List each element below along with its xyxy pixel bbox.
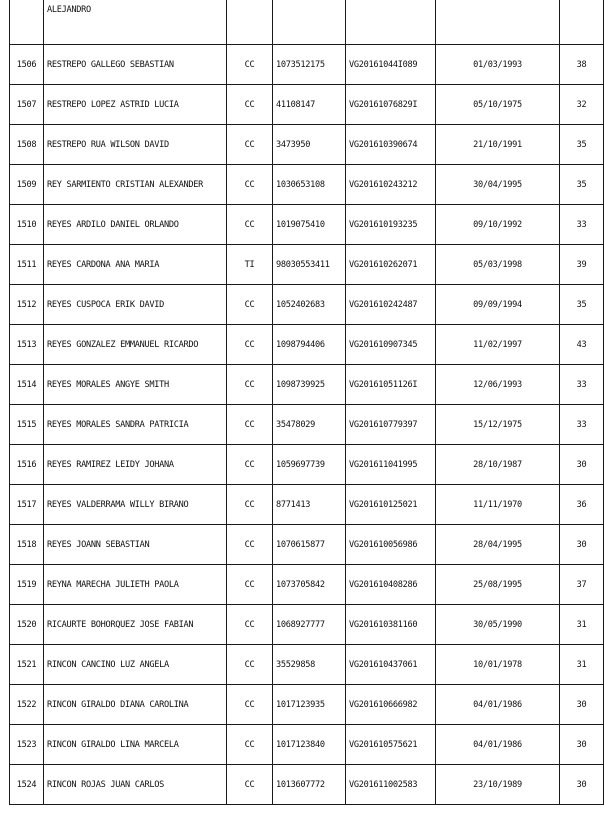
- row-number-cell: 1512: [10, 285, 44, 325]
- id-number-cell: 1019075410: [273, 205, 346, 245]
- row-number-cell: 1520: [10, 605, 44, 645]
- id-number-cell: 1068927777: [273, 605, 346, 645]
- date-cell: 04/01/1986: [436, 725, 560, 765]
- date-cell: 28/10/1987: [436, 445, 560, 485]
- row-number-cell: 1519: [10, 565, 44, 605]
- registration-code-cell: VG20161076829I: [346, 85, 436, 125]
- date-cell: 11/11/1970: [436, 485, 560, 525]
- table-row: [10, 725, 604, 765]
- id-number-cell: 1017123935: [273, 685, 346, 725]
- registration-code-cell: VG20161044I089: [346, 45, 436, 85]
- id-number-cell: 1098739925: [273, 365, 346, 405]
- date-cell: 25/08/1995: [436, 565, 560, 605]
- id-number-cell: 1052402683: [273, 285, 346, 325]
- document-type-cell: CC: [227, 645, 273, 685]
- registration-code-cell: VG201610381160: [346, 605, 436, 645]
- registration-code-cell: VG201610779397: [346, 405, 436, 445]
- full-name-cell: REYES JOANN SEBASTIAN: [44, 525, 227, 565]
- document-type-cell: CC: [227, 605, 273, 645]
- document-type-cell: CC: [227, 85, 273, 125]
- id-number-cell: 1059697739: [273, 445, 346, 485]
- document-type-cell: CC: [227, 45, 273, 85]
- full-name-cell: REYES ARDILO DANIEL ORLANDO: [44, 205, 227, 245]
- full-name-cell: REYES CARDONA ANA MARIA: [44, 245, 227, 285]
- document-type-cell: CC: [227, 365, 273, 405]
- age-cell: 30: [560, 685, 604, 725]
- full-name-cell: REYNA MARECHA JULIETH PAOLA: [44, 565, 227, 605]
- table-row: [10, 205, 604, 245]
- table-row: [10, 45, 604, 85]
- document-type-cell: [227, 0, 273, 45]
- registration-code-cell: VG201610437061: [346, 645, 436, 685]
- row-number-cell: 1511: [10, 245, 44, 285]
- document-type-cell: CC: [227, 205, 273, 245]
- table-row: [10, 85, 604, 125]
- date-cell: 30/04/1995: [436, 165, 560, 205]
- table-row: [10, 125, 604, 165]
- date-cell: 01/03/1993: [436, 45, 560, 85]
- document-type-cell: CC: [227, 445, 273, 485]
- registration-code-cell: VG201610262071: [346, 245, 436, 285]
- row-number-cell: 1510: [10, 205, 44, 245]
- full-name-cell: ALEJANDRO: [44, 0, 227, 45]
- document-type-cell: CC: [227, 565, 273, 605]
- document-type-cell: CC: [227, 285, 273, 325]
- age-cell: 38: [560, 45, 604, 85]
- date-cell: 04/01/1986: [436, 685, 560, 725]
- registration-code-cell: VG201610390674: [346, 125, 436, 165]
- document-type-cell: CC: [227, 325, 273, 365]
- age-cell: 31: [560, 605, 604, 645]
- roster-table: [9, 0, 604, 805]
- row-number-cell: [10, 0, 44, 45]
- table-row: [10, 445, 604, 485]
- date-cell: 15/12/1975: [436, 405, 560, 445]
- age-cell: 32: [560, 85, 604, 125]
- full-name-cell: REYES CUSPOCA ERIK DAVID: [44, 285, 227, 325]
- table-row: [10, 605, 604, 645]
- id-number-cell: [273, 0, 346, 45]
- full-name-cell: RESTREPO GALLEGO SEBASTIAN: [44, 45, 227, 85]
- registration-code-cell: VG201611002583: [346, 765, 436, 805]
- age-cell: 30: [560, 765, 604, 805]
- full-name-cell: RINCON ROJAS JUAN CARLOS: [44, 765, 227, 805]
- document-type-cell: CC: [227, 485, 273, 525]
- row-number-cell: 1522: [10, 685, 44, 725]
- row-number-cell: 1518: [10, 525, 44, 565]
- date-cell: 28/04/1995: [436, 525, 560, 565]
- row-number-cell: 1513: [10, 325, 44, 365]
- age-cell: 33: [560, 205, 604, 245]
- date-cell: 23/10/1989: [436, 765, 560, 805]
- full-name-cell: REYES MORALES SANDRA PATRICIA: [44, 405, 227, 445]
- document-type-cell: CC: [227, 685, 273, 725]
- registration-code-cell: VG201611041995: [346, 445, 436, 485]
- row-number-cell: 1509: [10, 165, 44, 205]
- id-number-cell: 35529858: [273, 645, 346, 685]
- age-cell: 30: [560, 445, 604, 485]
- table-row: [10, 645, 604, 685]
- registration-code-cell: VG201610666982: [346, 685, 436, 725]
- document-type-cell: CC: [227, 725, 273, 765]
- id-number-cell: 1030653108: [273, 165, 346, 205]
- registration-code-cell: VG201610243212: [346, 165, 436, 205]
- registration-code-cell: VG201610408286: [346, 565, 436, 605]
- row-number-cell: 1506: [10, 45, 44, 85]
- registration-code-cell: VG201610575621: [346, 725, 436, 765]
- date-cell: 30/05/1990: [436, 605, 560, 645]
- id-number-cell: 1073512175: [273, 45, 346, 85]
- full-name-cell: REY SARMIENTO CRISTIAN ALEXANDER: [44, 165, 227, 205]
- age-cell: 33: [560, 405, 604, 445]
- document-type-cell: CC: [227, 125, 273, 165]
- date-cell: 11/02/1997: [436, 325, 560, 365]
- id-number-cell: 1017123840: [273, 725, 346, 765]
- registration-code-cell: VG201610907345: [346, 325, 436, 365]
- date-cell: 12/06/1993: [436, 365, 560, 405]
- registration-code-cell: VG201610193235: [346, 205, 436, 245]
- row-number-cell: 1521: [10, 645, 44, 685]
- table-row: [10, 765, 604, 805]
- document-type-cell: CC: [227, 405, 273, 445]
- registration-code-cell: [346, 0, 436, 45]
- document-type-cell: CC: [227, 765, 273, 805]
- id-number-cell: 98030553411: [273, 245, 346, 285]
- date-cell: 10/01/1978: [436, 645, 560, 685]
- table-row: [10, 365, 604, 405]
- date-cell: 05/03/1998: [436, 245, 560, 285]
- age-cell: 43: [560, 325, 604, 365]
- table-row: [10, 485, 604, 525]
- age-cell: 36: [560, 485, 604, 525]
- document-type-cell: TI: [227, 245, 273, 285]
- full-name-cell: REYES GONZALEZ EMMANUEL RICARDO: [44, 325, 227, 365]
- id-number-cell: 35478029: [273, 405, 346, 445]
- table-row: [10, 0, 604, 45]
- id-number-cell: 3473950: [273, 125, 346, 165]
- full-name-cell: RESTREPO LOPEZ ASTRID LUCIA: [44, 85, 227, 125]
- row-number-cell: 1523: [10, 725, 44, 765]
- age-cell: 30: [560, 725, 604, 765]
- date-cell: 21/10/1991: [436, 125, 560, 165]
- id-number-cell: 8771413: [273, 485, 346, 525]
- registration-code-cell: VG201610056986: [346, 525, 436, 565]
- id-number-cell: 1098794406: [273, 325, 346, 365]
- row-number-cell: 1514: [10, 365, 44, 405]
- table-row: [10, 565, 604, 605]
- table-row: [10, 525, 604, 565]
- full-name-cell: RESTREPO RUA WILSON DAVID: [44, 125, 227, 165]
- age-cell: 30: [560, 525, 604, 565]
- document-type-cell: CC: [227, 165, 273, 205]
- table-row: [10, 405, 604, 445]
- row-number-cell: 1507: [10, 85, 44, 125]
- registration-code-cell: VG201610242487: [346, 285, 436, 325]
- full-name-cell: RINCON GIRALDO DIANA CAROLINA: [44, 685, 227, 725]
- id-number-cell: 1073705842: [273, 565, 346, 605]
- registration-code-cell: VG201610125021: [346, 485, 436, 525]
- row-number-cell: 1517: [10, 485, 44, 525]
- table-row: [10, 285, 604, 325]
- table-row: [10, 325, 604, 365]
- id-number-cell: 41108147: [273, 85, 346, 125]
- age-cell: 35: [560, 285, 604, 325]
- age-cell: 37: [560, 565, 604, 605]
- table-row: [10, 245, 604, 285]
- age-cell: 33: [560, 365, 604, 405]
- id-number-cell: 1013607772: [273, 765, 346, 805]
- full-name-cell: REYES VALDERRAMA WILLY BIRANO: [44, 485, 227, 525]
- registration-code-cell: VG20161051126I: [346, 365, 436, 405]
- row-number-cell: 1516: [10, 445, 44, 485]
- row-number-cell: 1524: [10, 765, 44, 805]
- table-row: [10, 685, 604, 725]
- full-name-cell: REYES RAMIREZ LEIDY JOHANA: [44, 445, 227, 485]
- row-number-cell: 1508: [10, 125, 44, 165]
- full-name-cell: RINCON CANCINO LUZ ANGELA: [44, 645, 227, 685]
- age-cell: 35: [560, 125, 604, 165]
- full-name-cell: RINCON GIRALDO LINA MARCELA: [44, 725, 227, 765]
- age-cell: 35: [560, 165, 604, 205]
- roster-table-body: [10, 0, 604, 805]
- date-cell: [436, 0, 560, 45]
- id-number-cell: 1070615877: [273, 525, 346, 565]
- full-name-cell: RICAURTE BOHORQUEZ JOSE FABIAN: [44, 605, 227, 645]
- date-cell: 09/10/1992: [436, 205, 560, 245]
- age-cell: 31: [560, 645, 604, 685]
- date-cell: 09/09/1994: [436, 285, 560, 325]
- age-cell: [560, 0, 604, 45]
- date-cell: 05/10/1975: [436, 85, 560, 125]
- age-cell: 39: [560, 245, 604, 285]
- table-row: [10, 165, 604, 205]
- document-type-cell: CC: [227, 525, 273, 565]
- full-name-cell: REYES MORALES ANGYE SMITH: [44, 365, 227, 405]
- row-number-cell: 1515: [10, 405, 44, 445]
